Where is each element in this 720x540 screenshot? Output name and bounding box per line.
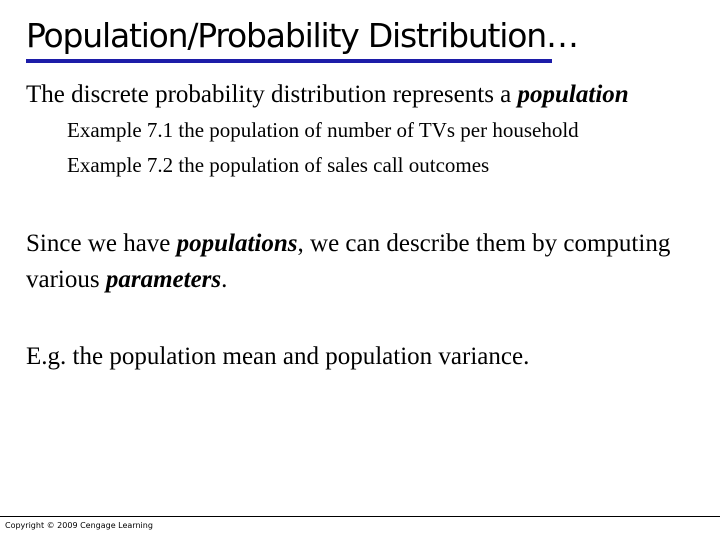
para-text-2: , we can describe them by computing various [26,230,671,293]
parameters-emphasis: parameters [105,266,222,293]
example-7-1: Example 7.1 the population of number of TVs per household [67,118,579,142]
example-paragraph: E.g. the population mean and population variance. [26,343,530,370]
intro-line [26,78,629,112]
title-underline [26,59,552,63]
copyright-notice: Copyright © 2009 Cengage Learning [5,521,153,530]
intro-text: The discrete probability distribution represents a [26,81,518,108]
slide-title: Population/Probability Distribution… [26,16,578,55]
para-text-1: Since we have [26,230,177,257]
parameters-paragraph [26,226,706,298]
populations-emphasis: populations [176,230,298,257]
example-7-2: Example 7.2 the population of sales call outcomes [67,153,490,177]
intro-emphasis: population [517,81,629,108]
para-text-3: . [221,266,228,293]
footer-divider [0,516,720,517]
